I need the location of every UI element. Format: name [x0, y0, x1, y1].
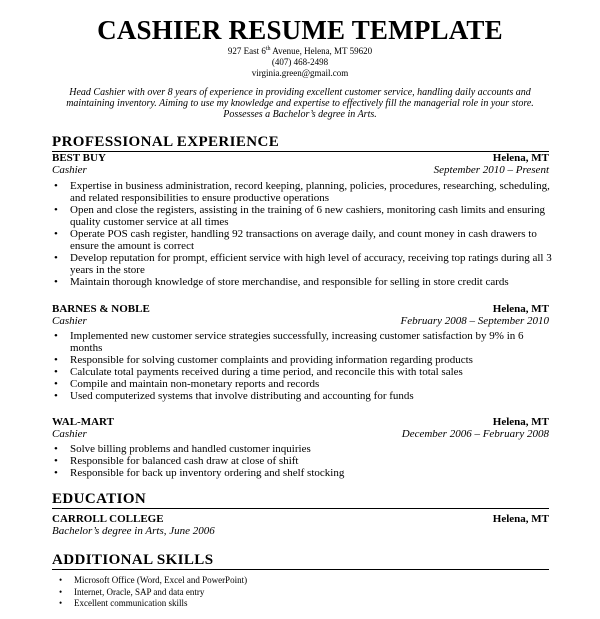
school-location: Helena, MT: [492, 513, 549, 525]
list-item: • Compile and maintain non-monetary reports and records: [52, 378, 552, 390]
list-item: • Responsible for solving customer complaints and providing information regarding products: [52, 354, 552, 366]
company-name: BARNES & NOBLE: [52, 303, 150, 315]
list-item: • Maintain thorough knowledge of store merchandise, and responsible for selling in store credit cards: [52, 276, 552, 288]
list-item: • Responsible for balanced cash draw at close of shift: [52, 455, 552, 467]
job-best-buy: [52, 152, 549, 176]
list-item: • Implemented new customer service strategies successfully, increasing customer satisfaction by 9% in 6 months: [52, 330, 552, 354]
job-location: Helena, MT: [492, 152, 549, 164]
list-item: • Responsible for back up inventory ordering and shelf stocking: [52, 467, 552, 479]
contact-email: virginia.green@gmail.com: [251, 68, 349, 78]
job-role: Cashier: [52, 315, 87, 327]
company-name: BEST BUY: [52, 152, 106, 164]
list-item: • Microsoft Office (Word, Excel and PowerPoint): [58, 575, 538, 587]
job-barnes-noble: [52, 303, 549, 327]
job-location: Helena, MT: [492, 416, 549, 428]
skills-list: [58, 575, 538, 610]
job-bullets: [52, 330, 552, 402]
school-name: CARROLL COLLEGE: [52, 513, 164, 525]
education-entry: [52, 513, 549, 537]
list-item: • Internet, Oracle, SAP and data entry: [58, 587, 538, 599]
degree: Bachelor’s degree in Arts, June 2006: [52, 525, 215, 537]
list-item: • Solve billing problems and handled customer inquiries: [52, 443, 552, 455]
job-role: Cashier: [52, 428, 87, 440]
job-bullets: [52, 443, 552, 479]
resume-title: CASHIER RESUME TEMPLATE: [97, 15, 503, 45]
contact-phone: (407) 468-2498: [271, 57, 329, 67]
company-name: WAL-MART: [52, 416, 114, 428]
job-wal-mart: [52, 416, 549, 440]
section-heading-education: EDUCATION: [52, 491, 549, 509]
address-rest: Avenue, Helena, MT 59620: [270, 46, 373, 56]
contact-address: [0, 46, 600, 57]
list-item: • Excellent communication skills: [58, 598, 538, 610]
list-item: • Calculate total payments received during a time period, and reconcile this with total sales: [52, 366, 552, 378]
list-item: • Develop reputation for prompt, efficient service with high level of accuracy, receiving top ratings during all 3 years in the store: [52, 252, 552, 276]
address-number: 927 East 6: [227, 46, 266, 56]
list-item: • Expertise in business administration, record keeping, planning, policies, procedures, researching, scheduling, and related responsibilities to ensure productive operations: [52, 180, 552, 204]
section-heading-skills: ADDITIONAL SKILLS: [52, 552, 549, 570]
summary: Head Cashier with over 8 years of experience in providing excellent customer service, handling daily accounts and maintaining inventory. Aiming to use my knowledge and expertise to effectively fill the managerial role in your store. Possesses a Bachelor’s degree in Arts.: [66, 87, 534, 120]
list-item: • Operate POS cash register, handling 92 transactions on average daily, and count money in cash drawers to ensure the amount is correct: [52, 228, 552, 252]
address-ordinal: th: [265, 46, 271, 52]
job-location: Helena, MT: [492, 303, 549, 315]
job-bullets: [52, 180, 552, 288]
job-dates: February 2008 – September 2010: [400, 315, 549, 327]
job-dates: September 2010 – Present: [433, 164, 549, 176]
list-item: • Used computerized systems that involve distributing and accounting for funds: [52, 390, 552, 402]
job-role: Cashier: [52, 164, 87, 176]
section-heading-experience: PROFESSIONAL EXPERIENCE: [52, 134, 549, 152]
list-item: • Open and close the registers, assisting in the training of 6 new cashiers, monitoring cash limits and ensuring quality customer service at all times: [52, 204, 552, 228]
job-dates: December 2006 – February 2008: [401, 428, 549, 440]
